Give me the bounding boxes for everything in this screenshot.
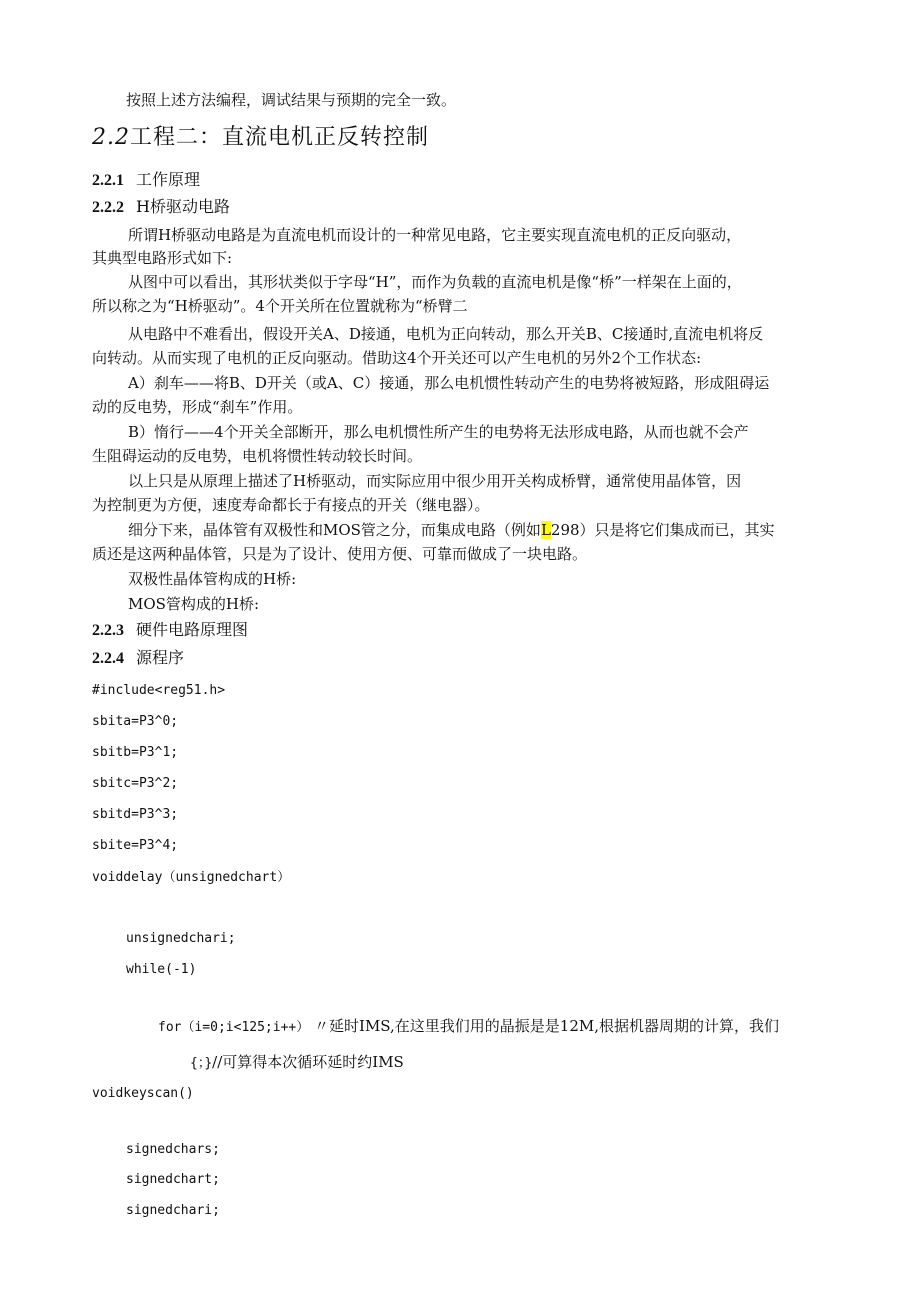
paragraph-line: 其典型电路形式如下: xyxy=(92,249,233,267)
code-line: signedchart; xyxy=(126,1172,220,1187)
highlighted-text: L xyxy=(540,521,551,539)
code-fragment: for（i=0;i<125;i++） xyxy=(158,1020,310,1035)
subsection-heading-source xyxy=(92,647,184,670)
subsection-number: 2.2.2 xyxy=(92,199,124,216)
code-line: voiddelay（unsignedchart） xyxy=(92,870,291,885)
intro-paragraph: 按照上述方法编程，调试结果与预期的完全一致。 xyxy=(126,91,457,109)
code-line: voidkeyscan() xyxy=(92,1086,194,1101)
code-line: sbita=P3^0; xyxy=(92,714,179,729)
paragraph-line: 从图中可以看出，其形状类似于字母“H”，而作为负载的直流电机是像“桥”一样架在上面的， xyxy=(128,273,742,291)
subsection-title: 工作原理 xyxy=(136,170,201,189)
section-heading xyxy=(92,124,429,152)
code-line: sbitb=P3^1; xyxy=(92,745,179,760)
code-line: signedchari; xyxy=(126,1203,220,1218)
subsection-number: 2.2.4 xyxy=(92,650,124,667)
subsection-number: 2.2.3 xyxy=(92,622,124,639)
subsection-heading-working-principle xyxy=(92,169,200,192)
code-comment: 〃延时IMS,在这里我们用的晶振是是12M,根据机器周期的计算，我们 xyxy=(314,1017,780,1035)
paragraph-line: 质还是这两种晶体管，只是为了设计、使用方便、可靠而做成了一块电路。 xyxy=(92,545,588,563)
paragraph-line: 所以称之为“H桥驱动”。4个开关所在位置就称为“桥臂二 xyxy=(92,297,468,315)
text-run: 298）只是将它们集成而已，其实 xyxy=(550,521,775,539)
code-line: sbite=P3^4; xyxy=(92,838,179,853)
paragraph-line: 以上只是从原理上描述了H桥驱动，而实际应用中很少用开关构成桥臂，通常使用晶体管，因 xyxy=(128,472,742,490)
subsection-number: 2.2.1 xyxy=(92,172,124,189)
paragraph-line: 动的反电势，形成“刹车”作用。 xyxy=(92,398,303,416)
subsection-heading-schematic xyxy=(92,619,248,642)
paragraph-line: A）刹车——将B、D开关（或A、C）接通，那么电机惯性转动产生的电势将被短路，形成阻碍运 xyxy=(128,374,770,392)
code-line: sbitd=P3^3; xyxy=(92,807,179,822)
paragraph-line xyxy=(128,520,775,540)
paragraph-line: B）惰行——4个开关全部断开，那么电机惯性所产生的电势将无法形成电路，从而也就不会产 xyxy=(128,423,749,441)
subsection-title: 硬件电路原理图 xyxy=(136,620,249,639)
code-line-with-comment xyxy=(158,1016,779,1038)
code-line: signedchars; xyxy=(126,1142,220,1157)
paragraph-line: 为控制更为方便，速度寿命都长于有接点的开关（继电器）。 xyxy=(92,496,490,514)
paragraph-line: 双极性晶体管构成的H桥: xyxy=(128,570,297,588)
code-comment: //可算得本次循环延时约IMS xyxy=(212,1053,404,1071)
section-number: 2.2 xyxy=(92,125,130,150)
paragraph-line: 所谓H桥驱动电路是为直流电机而设计的一种常见电路，它主要实现直流电机的正反向驱动， xyxy=(128,226,742,244)
paragraph-line: 生阻碍运动的反电势，电机将惯性转动较长时间。 xyxy=(92,447,423,465)
code-fragment: {；} xyxy=(190,1056,213,1071)
code-line-with-comment xyxy=(190,1052,404,1074)
text-run: 细分下来，晶体管有双极性和MOS管之分，而集成电路（例如 xyxy=(128,521,541,539)
subsection-title: H桥驱动电路 xyxy=(136,197,230,216)
paragraph-line: 从电路中不难看出，假设开关A、D接通，电机为正向转动，那么开关B、C接通时,直流电机将反 xyxy=(128,325,764,343)
code-line: #include<reg51.h> xyxy=(92,683,226,698)
paragraph-line: MOS管构成的H桥: xyxy=(128,595,260,613)
section-title: 工程二：直流电机正反转控制 xyxy=(130,125,430,150)
subsection-heading-h-bridge xyxy=(92,196,230,219)
subsection-title: 源程序 xyxy=(136,648,185,667)
code-line: unsignedchari; xyxy=(126,931,236,946)
code-line: while(-1) xyxy=(126,962,197,977)
paragraph-line: 向转动。从而实现了电机的正反向驱动。借助这4个开关还可以产生电机的另外2个工作状态: xyxy=(92,349,702,367)
code-line: sbitc=P3^2; xyxy=(92,776,179,791)
